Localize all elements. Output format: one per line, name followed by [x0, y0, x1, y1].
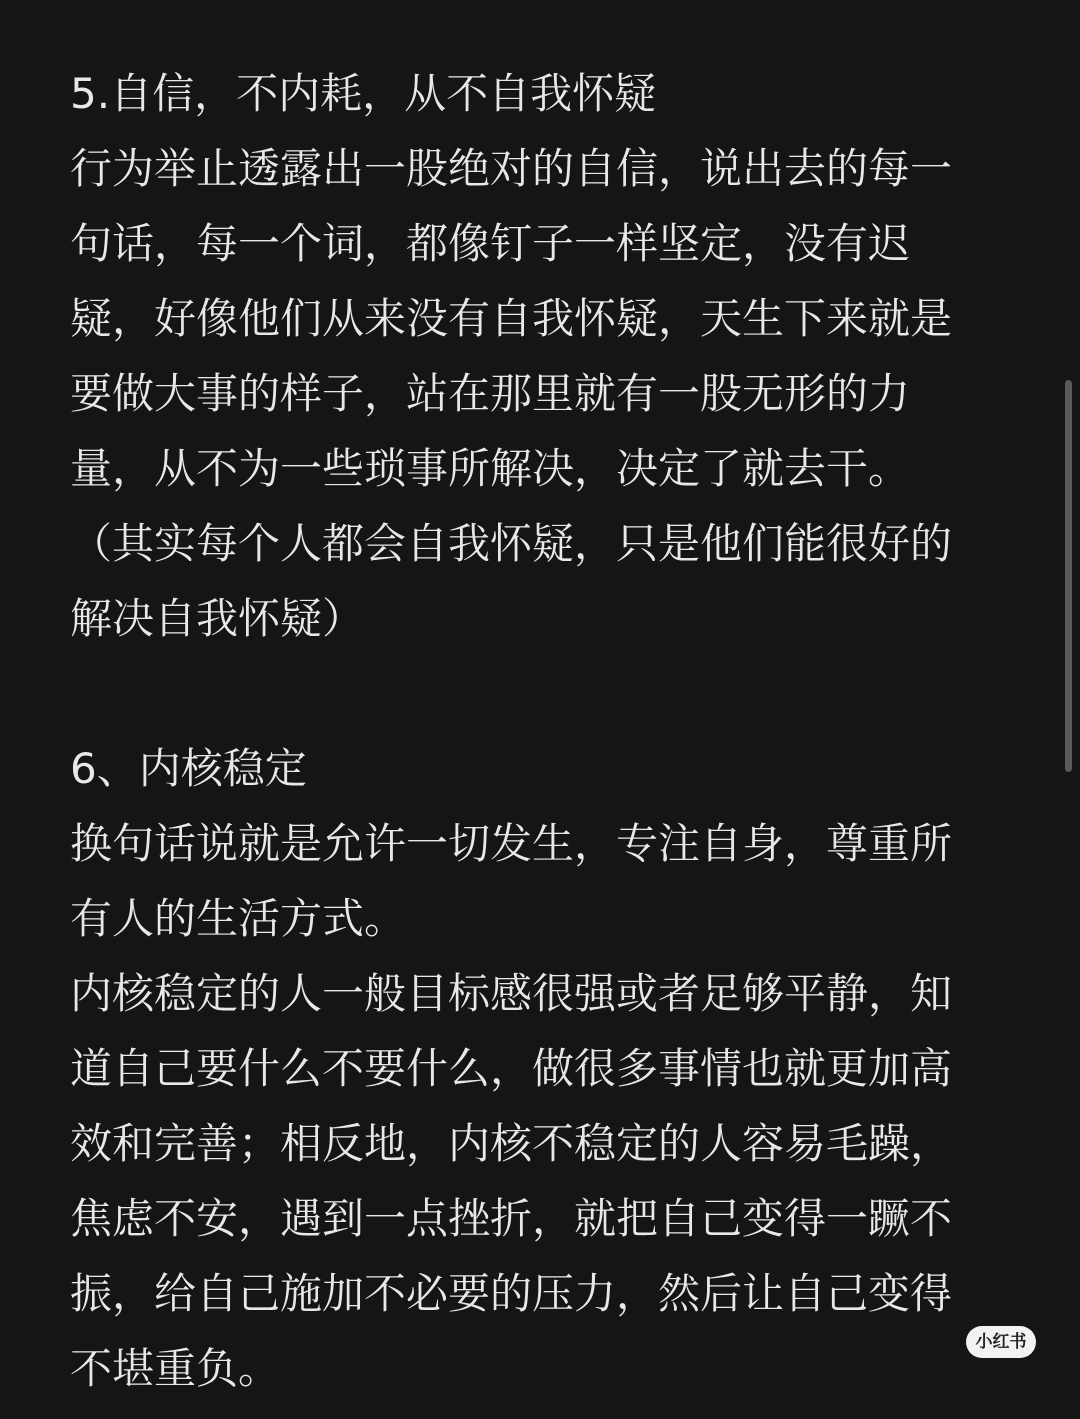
paragraph-line: 换句话说就是允许一切发生，专注自身，尊重所 [70, 819, 953, 868]
blank-line [70, 656, 1010, 731]
xiaohongshu-watermark-logo: 小红书 [966, 1326, 1036, 1358]
heading-section-5: 5.自信，不内耗，从不自我怀疑 [70, 69, 657, 118]
paragraph-line: 要做大事的样子，站在那里就有一股无形的力 [70, 369, 911, 418]
paragraph-line: 句话，每一个词，都像钉子一样坚定，没有迟 [70, 219, 911, 268]
paragraph-line: 量，从不为一些琐事所解决，决定了就去干。 [70, 444, 911, 493]
paragraph-line: 振，给自己施加不必要的压力，然后让自己变得 [70, 1269, 953, 1318]
paragraph-line: 行为举止透露出一股绝对的自信，说出去的每一 [70, 144, 953, 193]
paragraph-line: 解决自我怀疑） [70, 594, 365, 643]
vertical-scrollbar[interactable] [1065, 380, 1072, 772]
paragraph-line: 有人的生活方式。 [70, 894, 407, 943]
paragraph-line: 道自己要什么不要什么，做很多事情也就更加高 [70, 1044, 953, 1093]
paragraph-line: 焦虑不安，遇到一点挫折，就把自己变得一蹶不 [70, 1194, 953, 1243]
paragraph-line: （其实每个人都会自我怀疑，只是他们能很好的 [70, 519, 953, 568]
article-body [70, 56, 1010, 1406]
heading-section-6: 6、内核稳定 [70, 744, 307, 793]
paragraph-line: 效和完善；相反地，内核不稳定的人容易毛躁， [70, 1119, 953, 1168]
paragraph-line: 内核稳定的人一般目标感很强或者足够平静，知 [70, 969, 953, 1018]
paragraph-line: 不堪重负。 [70, 1344, 281, 1393]
paragraph-line: 疑，好像他们从来没有自我怀疑，天生下来就是 [70, 294, 953, 343]
